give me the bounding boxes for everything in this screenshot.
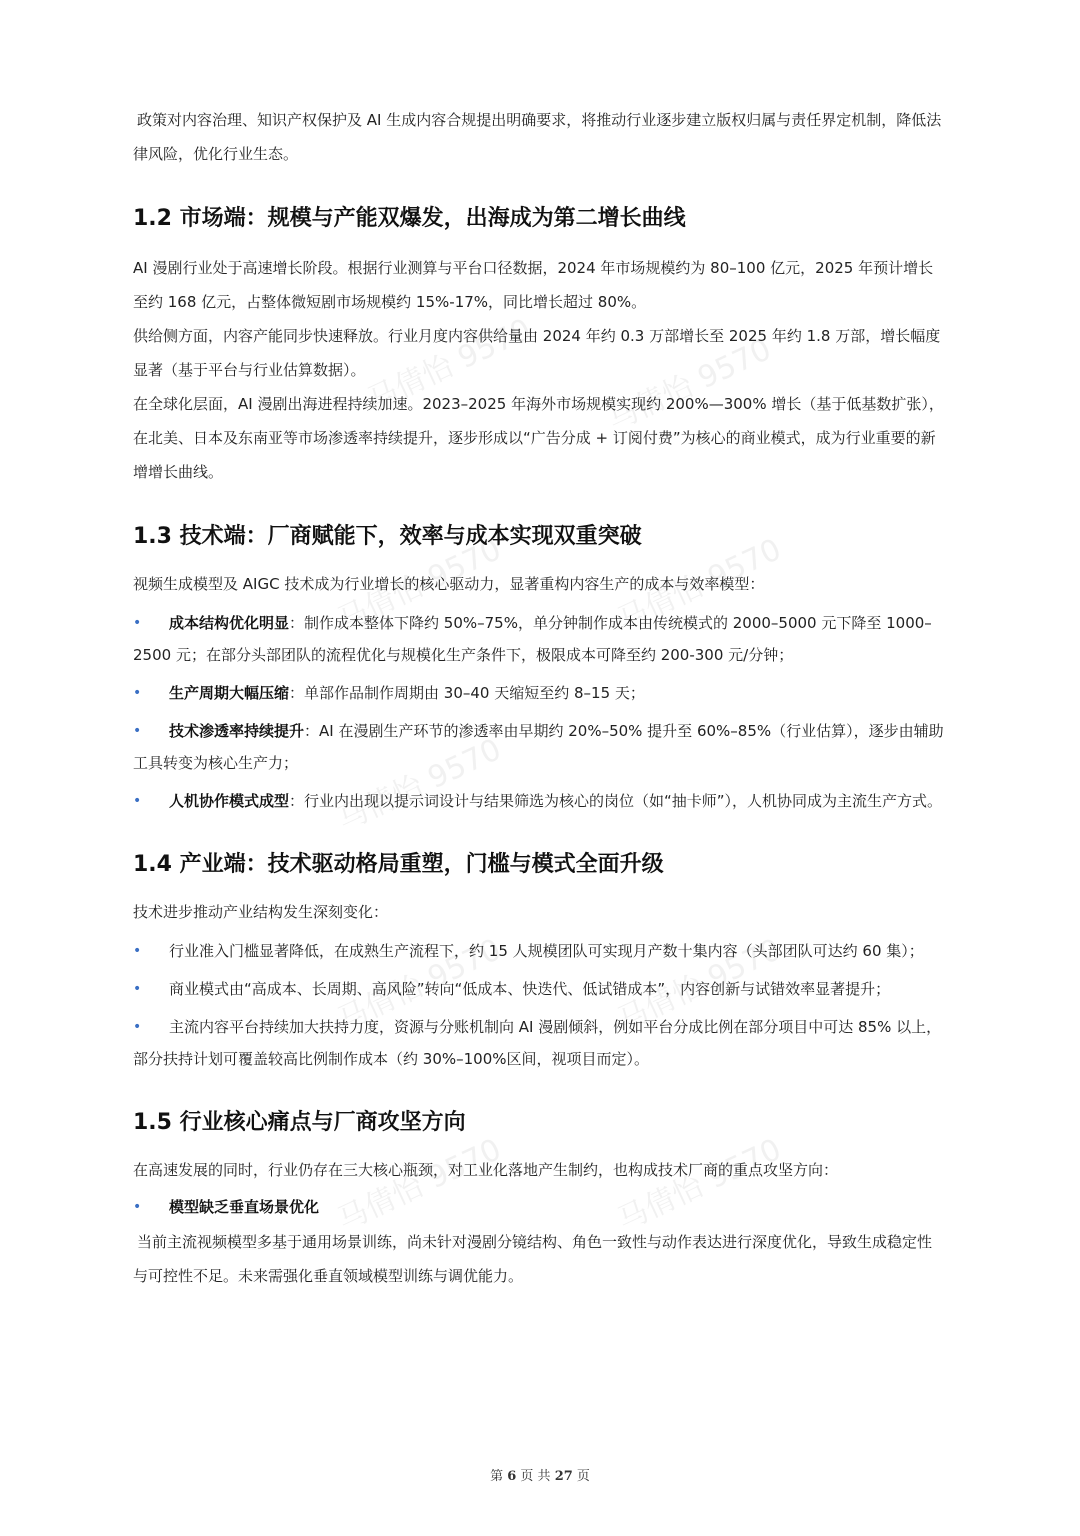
list-item: [133, 935, 945, 967]
bullet-icon: •: [133, 615, 142, 631]
watermark: 马倩怡 9570: [612, 932, 787, 1039]
list-item-text: 商业模式由“高成本、长周期、高风险”转向“低成本、快迭代、低试错成本”，内容创新与试错效率显著提升；: [169, 980, 891, 998]
list-item: [133, 1191, 945, 1223]
paragraph: 供给侧方面，内容产能同步快速释放。行业月度内容供给量由 2024 年约 0.3 万部增长至 2025 年约 1.8 万部，增长幅度显著（基于平台与行业估算数据）。: [133, 327, 941, 379]
list-item-bold: 技术渗透率持续提升: [169, 722, 305, 740]
list-item: [133, 973, 945, 1005]
list-item-bold: 模型缺乏垂直场景优化: [169, 1198, 320, 1216]
list-item-bold: 人机协作模式成型: [169, 792, 290, 810]
section-heading-1-2: 1.2 市场端：规模与产能双爆发，出海成为第二增长曲线: [133, 206, 686, 231]
intro-paragraph: 政策对内容治理、知识产权保护及 AI 生成内容合规提出明确要求，将推动行业逐步建立版权归属与责任界定机制，降低法律风险，优化行业生态。: [133, 111, 942, 163]
document-body: [133, 103, 945, 1293]
list-item-bold: 生产周期大幅压缩: [169, 684, 290, 702]
bullet-icon: •: [133, 1019, 142, 1035]
bullet-icon: •: [133, 685, 142, 701]
footer-text: 页: [576, 1469, 590, 1484]
footer-text: 页 共: [520, 1469, 551, 1484]
watermark: 马倩怡 9570: [602, 332, 777, 439]
footer-text: 第: [490, 1469, 504, 1484]
page-total: 27: [554, 1469, 573, 1484]
watermark: 马倩怡 9570: [332, 732, 507, 839]
bullet-icon: •: [133, 793, 142, 809]
paragraph: 在高速发展的同时，行业仍存在三大核心瓶颈，对工业化落地产生制约，也构成技术厂商的重点攻坚方向：: [133, 1161, 839, 1179]
watermark: 马倩怡 9570: [362, 312, 537, 419]
section-heading-1-4: 1.4 产业端：技术驱动格局重塑，门槛与模式全面升级: [133, 852, 664, 877]
list-item: [133, 785, 945, 817]
section-heading-1-5: 1.5 行业核心痛点与厂商攻坚方向: [133, 1110, 466, 1135]
list-item: [133, 607, 945, 671]
section-heading-1-3: 1.3 技术端：厂商赋能下，效率与成本实现双重突破: [133, 524, 642, 549]
list-item: [133, 1011, 945, 1075]
bullet-icon: •: [133, 943, 142, 959]
bullet-icon: •: [133, 723, 142, 739]
list-item-text: ：制作成本整体下降约 50%–75%，单分钟制作成本由传统模式的 2000–5000 元下降至 1000–2500 元；在部分头部团队的流程优化与规模化生产条件下，极限成本可降至约 200-300 元/分钟；: [133, 614, 932, 664]
list-item-text: ：行业内出现以提示词设计与结果筛选为核心的岗位（如“抽卡师”），人机协同成为主流生产方式。: [289, 792, 943, 810]
list-item: [133, 677, 945, 709]
paragraph: 当前主流视频模型多基于通用场景训练，尚未针对漫剧分镜结构、角色一致性与动作表达进行深度优化，导致生成稳定性与可控性不足。未来需强化垂直领域模型训练与调优能力。: [133, 1233, 933, 1285]
bullet-icon: •: [133, 1199, 142, 1215]
list-item: [133, 715, 945, 779]
list-item-bold: 成本结构优化明显: [169, 614, 290, 632]
list-item-text: ：单部作品制作周期由 30–40 天缩短至约 8–15 天；: [289, 684, 645, 702]
paragraph: 技术进步推动产业结构发生深刻变化：: [133, 903, 389, 921]
bullet-icon: •: [133, 981, 142, 997]
watermark: 马倩怡 9570: [332, 1132, 507, 1239]
watermark: 马倩怡 9570: [332, 932, 507, 1039]
paragraph: AI 漫剧行业处于高速增长阶段。根据行业测算与平台口径数据，2024 年市场规模约为 80–100 亿元，2025 年预计增长至约 168 亿元，占整体微短剧市场规模约 15%-17%，同比增长超过 80%。: [133, 259, 934, 311]
page-footer: [0, 1465, 1080, 1484]
list-item-text: 行业准入门槛显著降低，在成熟生产流程下，约 15 人规模团队可实现月产数十集内容（头部团队可达约 60 集）；: [169, 942, 924, 960]
watermark: 马倩怡 9570: [332, 532, 507, 639]
list-item-text: ：AI 在漫剧生产环节的渗透率由早期约 20%–50% 提升至 60%–85%（行业估算），逐步由辅助工具转变为核心生产力；: [133, 722, 944, 772]
watermark: 马倩怡 9570: [612, 1132, 787, 1239]
list-item-text: 主流内容平台持续加大扶持力度，资源与分账机制向 AI 漫剧倾斜，例如平台分成比例在部分项目中可达 85% 以上，部分扶持计划可覆盖较高比例制作成本（约 30%–100%区间，视项目而定）。: [133, 1018, 942, 1068]
paragraph: 在全球化层面，AI 漫剧出海进程持续加速。2023–2025 年海外市场规模实现约 200%—300% 增长（基于低基数扩张），在北美、日本及东南亚等市场渗透率持续提升，逐步形成以“广告分成 + 订阅付费”为核心的商业模式，成为行业重要的新增增长曲线。: [133, 395, 944, 481]
paragraph: 视频生成模型及 AIGC 技术成为行业增长的核心驱动力，显著重构内容生产的成本与效率模型：: [133, 575, 765, 593]
watermark: 马倩怡 9570: [612, 532, 787, 639]
page-number: 6: [507, 1469, 517, 1484]
